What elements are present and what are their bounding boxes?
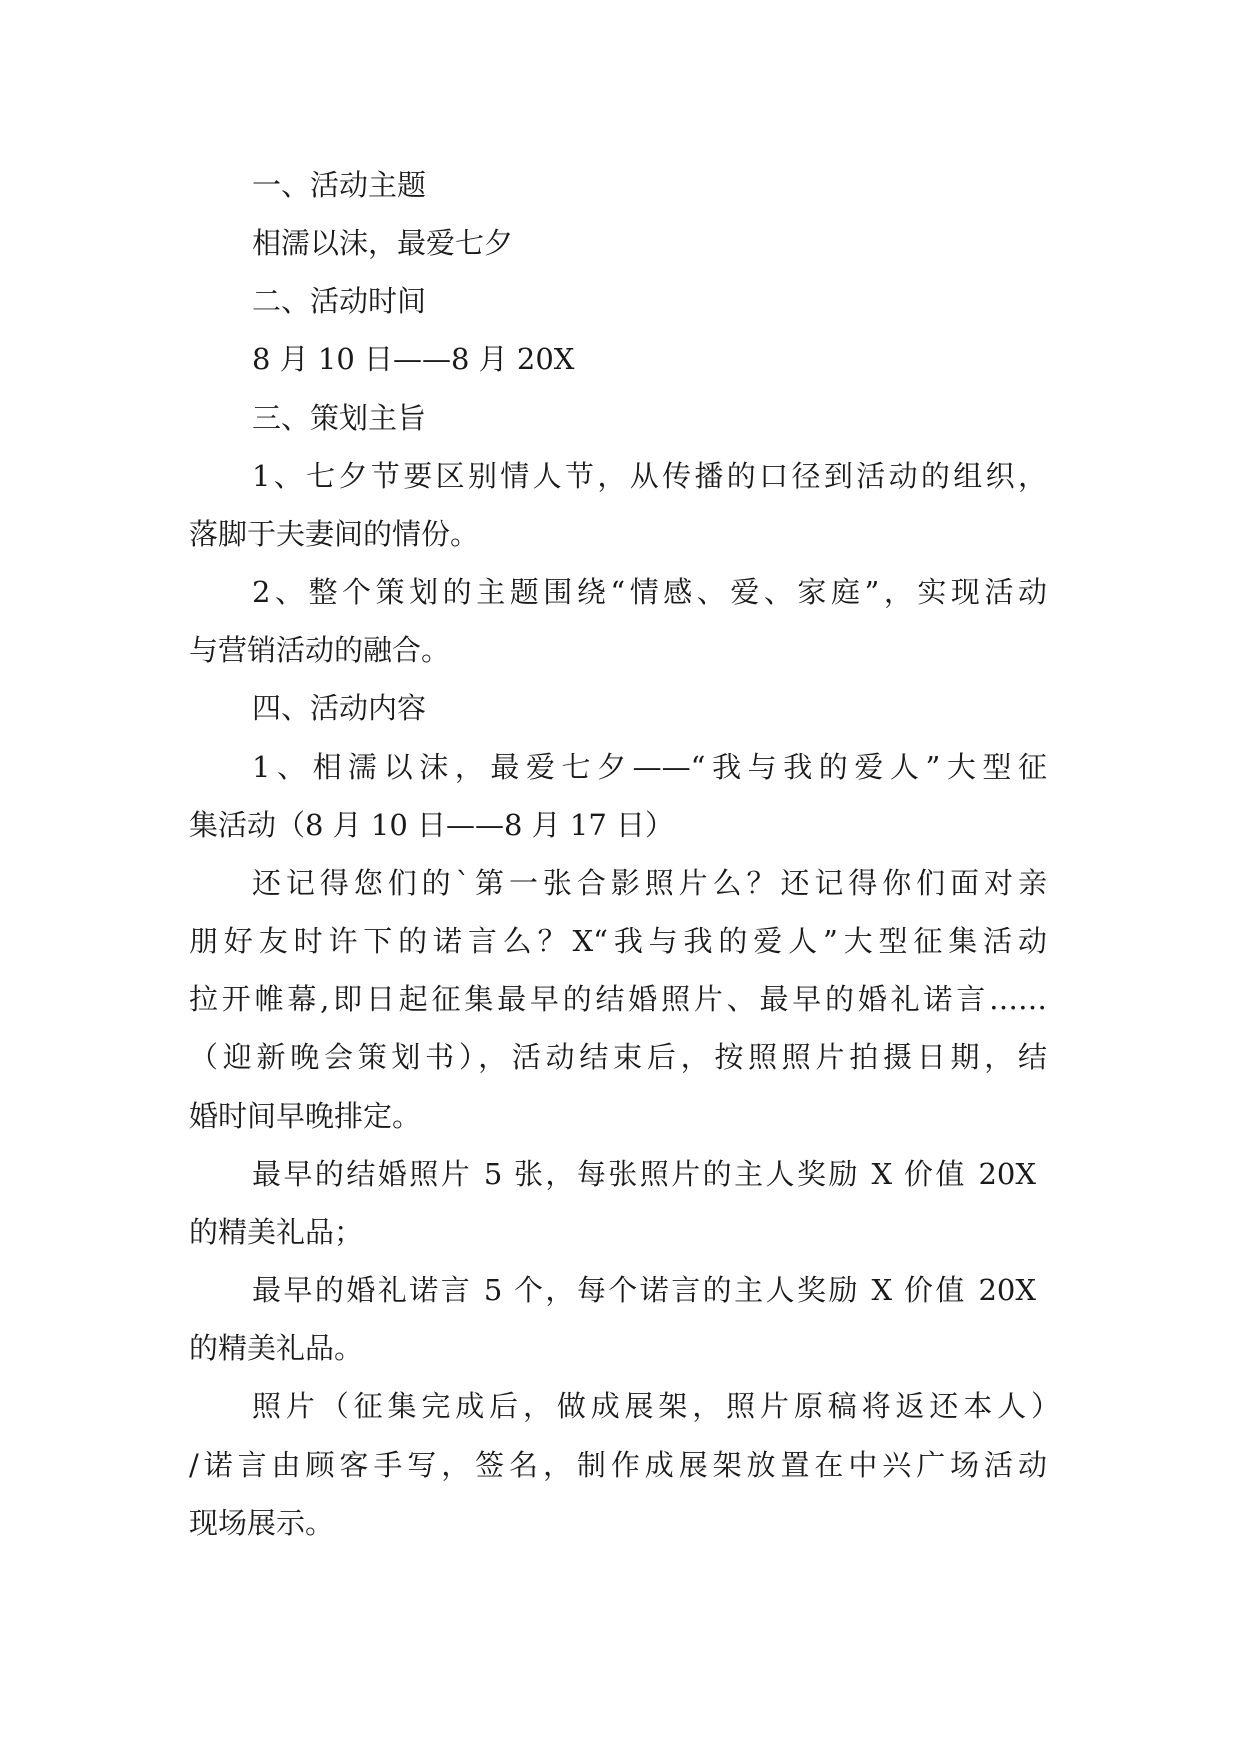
paragraph-line: 最早的结婚照片 5 张，每张照片的主人奖励 X 价值 20X: [252, 1157, 1036, 1191]
paragraph-line: 2、整个策划的主题围绕“情感、爱、家庭”，实现活动: [252, 575, 1047, 609]
paragraph-line: 照片（征集完成后，做成展架，照片原稿将返还本人）: [252, 1389, 1060, 1423]
paragraph-line: 现场展示。: [189, 1506, 335, 1540]
paragraph-line: 与营销活动的融合。: [189, 633, 451, 667]
section-2-body: 8 月 10 日——8 月 20X: [252, 342, 575, 376]
paragraph-line: 1、相濡以沫，最爱七夕——“我与我的爱人”大型征: [252, 750, 1047, 784]
paragraph-line: 集活动（8 月 10 日——8 月 17 日）: [189, 808, 675, 842]
paragraph-line: 的精美礼品。: [189, 1331, 364, 1365]
paragraph-line: （迎新晚会策划书），活动结束后，按照照片拍摄日期，结: [189, 1040, 1047, 1074]
section-2-heading: 二、活动时间: [252, 284, 427, 318]
paragraph-line: 的精美礼品；: [189, 1215, 364, 1249]
paragraph-line: 还记得您们的`第一张合影照片么？还记得你们面对亲: [252, 866, 1047, 900]
paragraph-line: 1、七夕节要区别情人节，从传播的口径到活动的组织，: [252, 459, 1047, 493]
paragraph-line: 落脚于夫妻间的情份。: [189, 517, 480, 551]
paragraph-line: 拉开帷幕,即日起征集最早的结婚照片、最早的婚礼诺言……: [189, 982, 1047, 1016]
paragraph-line: /诺言由顾客手写，签名，制作成展架放置在中兴广场活动: [189, 1448, 1047, 1482]
paragraph-line: 婚时间早晚排定。: [189, 1099, 422, 1133]
section-4-heading: 四、活动内容: [252, 691, 427, 725]
paragraph-line: 朋好友时许下的诺言么？X“我与我的爱人”大型征集活动: [189, 924, 1047, 958]
paragraph-line: 最早的婚礼诺言 5 个，每个诺言的主人奖励 X 价值 20X: [252, 1273, 1036, 1307]
section-1-body: 相濡以沫，最爱七夕: [252, 226, 514, 260]
section-1-heading: 一、活动主题: [252, 168, 427, 202]
section-3-heading: 三、策划主旨: [252, 401, 427, 435]
